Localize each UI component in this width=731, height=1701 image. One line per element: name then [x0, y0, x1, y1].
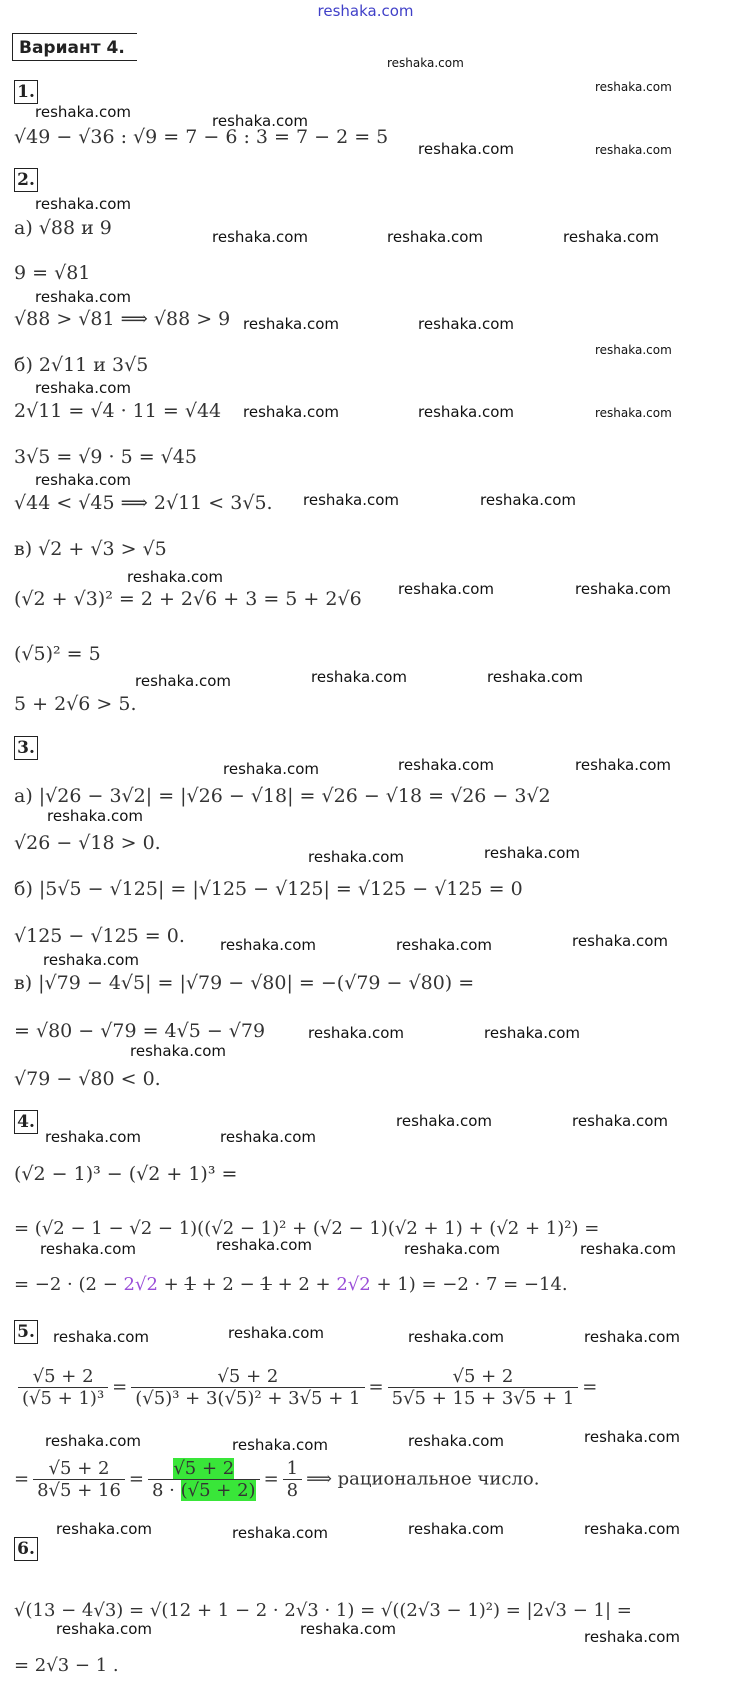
watermark: reshaka.com — [308, 848, 404, 866]
task3c-note: √79 − √80 < 0. — [14, 1068, 161, 1090]
equals-sign: = — [263, 1468, 279, 1490]
task4-step2-part: + 2 − — [195, 1274, 261, 1295]
watermark: reshaka.com — [35, 103, 131, 121]
watermark: reshaka.com — [584, 1520, 680, 1538]
watermark: reshaka.com — [43, 951, 139, 969]
watermark: reshaka.com — [243, 403, 339, 421]
watermark: reshaka.com — [45, 1128, 141, 1146]
task6-conclusion: = 2√3 − 1 . — [14, 1655, 119, 1676]
task2c-statement: в) √2 + √3 > √5 — [14, 538, 167, 560]
task-number-5: 5. — [14, 1320, 38, 1344]
task2c-conclusion: 5 + 2√6 > 5. — [14, 693, 137, 715]
watermark: reshaka.com — [418, 403, 514, 421]
watermark: reshaka.com — [387, 56, 464, 70]
watermark: reshaka.com — [480, 491, 576, 509]
task-number-3: 3. — [14, 736, 38, 760]
watermark: reshaka.com — [35, 288, 131, 306]
watermark: reshaka.com — [396, 1112, 492, 1130]
watermark: reshaka.com — [408, 1432, 504, 1450]
task5-step2 — [14, 1458, 539, 1501]
task2a-statement: а) √88 и 9 — [14, 217, 112, 239]
watermark: reshaka.com — [563, 228, 659, 246]
watermark: reshaka.com — [595, 343, 672, 357]
watermark: reshaka.com — [484, 1024, 580, 1042]
task2b-step1: 2√11 = √4 · 11 = √44 — [14, 400, 222, 422]
watermark: reshaka.com — [220, 936, 316, 954]
watermark: reshaka.com — [595, 80, 672, 94]
task4-cancelled-term: 1 — [260, 1274, 272, 1295]
task2b-conclusion: √44 < √45 ⟹ 2√11 < 3√5. — [14, 492, 273, 514]
watermark: reshaka.com — [595, 143, 672, 157]
watermark: reshaka.com — [56, 1520, 152, 1538]
equals-sign: = — [14, 1468, 30, 1490]
task2c-step1: (√2 + √3)² = 2 + 2√6 + 3 = 5 + 2√6 — [14, 588, 362, 610]
task5-fraction-6: $\frac{1}{8}$ — [283, 1458, 302, 1501]
watermark: reshaka.com — [595, 406, 672, 420]
task4-purple-term: 2√2 — [123, 1274, 158, 1295]
watermark: reshaka.com — [243, 315, 339, 333]
equals-sign: = — [112, 1376, 128, 1398]
watermark: reshaka.com — [45, 1432, 141, 1450]
task5-fraction-2: $\frac{√5 + 2}{\text{(√5)³ + 3(√5)² + 3√5 + 1}}$ — [131, 1366, 364, 1409]
watermark: reshaka.com — [404, 1240, 500, 1258]
task5-fraction-1: $\frac{√5 + 2}{\text{(√5 + 1)³}}$ — [18, 1366, 108, 1409]
task4-step1: = (√2 − 1 − √2 − 1)((√2 − 1)² + (√2 − 1)(√2 + 1) + (√2 + 1)²) = — [14, 1218, 600, 1239]
watermark: reshaka.com — [575, 756, 671, 774]
watermark: reshaka.com — [584, 1428, 680, 1446]
watermark: reshaka.com — [572, 1112, 668, 1130]
watermark: reshaka.com — [47, 807, 143, 825]
watermark: reshaka.com — [35, 379, 131, 397]
task2b-statement: б) 2√11 и 3√5 — [14, 354, 149, 376]
task2a-conclusion: √88 > √81 ⟹ √88 > 9 — [14, 308, 231, 330]
highlighted-term: √5 + 2 — [173, 1458, 235, 1479]
watermark: reshaka.com — [130, 1042, 226, 1060]
watermark: reshaka.com — [220, 1128, 316, 1146]
watermark: reshaka.com — [212, 228, 308, 246]
watermark: reshaka.com — [40, 1240, 136, 1258]
task4-step2-part: = −2 · (2 − — [14, 1274, 124, 1295]
watermark: reshaka.com — [572, 932, 668, 950]
task2c-step2: (√5)² = 5 — [14, 643, 101, 665]
watermark: reshaka.com — [300, 1620, 396, 1638]
watermark: reshaka.com — [418, 140, 514, 158]
watermark: reshaka.com — [53, 1328, 149, 1346]
task2a-step1: 9 = √81 — [14, 262, 91, 284]
watermark: reshaka.com — [216, 1236, 312, 1254]
equals-sign: = — [582, 1376, 598, 1398]
task4-cancelled-term: 1 — [184, 1274, 196, 1295]
task6-step1: √(13 − 4√3) = √(12 + 1 − 2 · 2√3 · 1) = √((2√3 − 1)²) = |2√3 − 1| = — [14, 1600, 632, 1621]
task3c-statement: в) |√79 − 4√5| = |√79 − √80| = −(√79 − √80) = — [14, 972, 475, 994]
watermark: reshaka.com — [487, 668, 583, 686]
watermark: reshaka.com — [584, 1628, 680, 1646]
task5-step1 — [14, 1366, 597, 1409]
task5-fraction-4: $\frac{√5 + 2}{8√5 + 16}$ — [33, 1458, 125, 1501]
highlighted-term: (√5 + 2) — [180, 1480, 256, 1501]
task3a-statement: а) |√26 − 3√2| = |√26 − √18| = √26 − √18 = √26 − 3√2 — [14, 785, 551, 807]
watermark: reshaka.com — [584, 1328, 680, 1346]
watermark: reshaka.com — [232, 1436, 328, 1454]
watermark: reshaka.com — [311, 668, 407, 686]
task4-purple-term: 2√2 — [336, 1274, 371, 1295]
watermark: reshaka.com — [35, 471, 131, 489]
task-number-4: 4. — [14, 1110, 38, 1134]
watermark: reshaka.com — [308, 1024, 404, 1042]
task5-fraction-5: $\frac{√5 + 2}{8 \cdot (√5 + 2)}$ — [148, 1458, 260, 1501]
task3c-step1: = √80 − √79 = 4√5 − √79 — [14, 1020, 266, 1042]
watermark: reshaka.com — [127, 568, 223, 586]
watermark: reshaka.com — [212, 112, 308, 130]
watermark: reshaka.com — [580, 1240, 676, 1258]
watermark: reshaka.com — [575, 580, 671, 598]
watermark: reshaka.com — [35, 195, 131, 213]
watermark: reshaka.com — [303, 491, 399, 509]
task4-step2 — [14, 1274, 568, 1295]
task5-fraction-3: $\frac{√5 + 2}{5√5 + 15 + 3√5 + 1}$ — [388, 1366, 579, 1409]
task1-solution: √49 − √36 : √9 = 7 − 6 : 3 = 7 − 2 = 5 — [14, 126, 389, 148]
task4-statement: (√2 − 1)³ − (√2 + 1)³ = — [14, 1163, 238, 1185]
equals-sign: = — [368, 1376, 384, 1398]
watermark: reshaka.com — [135, 672, 231, 690]
watermark: reshaka.com — [396, 936, 492, 954]
task4-step2-part: + 1) = −2 · 7 = −14. — [370, 1274, 568, 1295]
variant-title: Вариант 4. — [12, 33, 137, 61]
watermark: reshaka.com — [387, 228, 483, 246]
watermark: reshaka.com — [418, 315, 514, 333]
task-number-2: 2. — [14, 168, 38, 192]
task4-step2-part: + 2 + — [271, 1274, 337, 1295]
equals-sign: = — [128, 1468, 144, 1490]
site-header-link[interactable]: reshaka.com — [317, 2, 414, 20]
watermark: reshaka.com — [398, 580, 494, 598]
watermark: reshaka.com — [228, 1324, 324, 1342]
watermark: reshaka.com — [398, 756, 494, 774]
watermark: reshaka.com — [56, 1620, 152, 1638]
watermark: reshaka.com — [232, 1524, 328, 1542]
watermark: reshaka.com — [484, 844, 580, 862]
task3b-statement: б) |5√5 − √125| = |√125 − √125| = √125 − √125 = 0 — [14, 878, 523, 900]
task-number-1: 1. — [14, 80, 38, 104]
watermark: reshaka.com — [408, 1520, 504, 1538]
watermark: reshaka.com — [223, 760, 319, 778]
watermark: reshaka.com — [408, 1328, 504, 1346]
task5-conclusion: ⟹ рациональное число. — [306, 1468, 540, 1490]
task2b-step2: 3√5 = √9 · 5 = √45 — [14, 446, 197, 468]
task4-step2-part: + — [157, 1274, 185, 1295]
task3a-note: √26 − √18 > 0. — [14, 832, 161, 854]
task-number-6: 6. — [14, 1537, 38, 1561]
task3b-note: √125 − √125 = 0. — [14, 925, 185, 947]
